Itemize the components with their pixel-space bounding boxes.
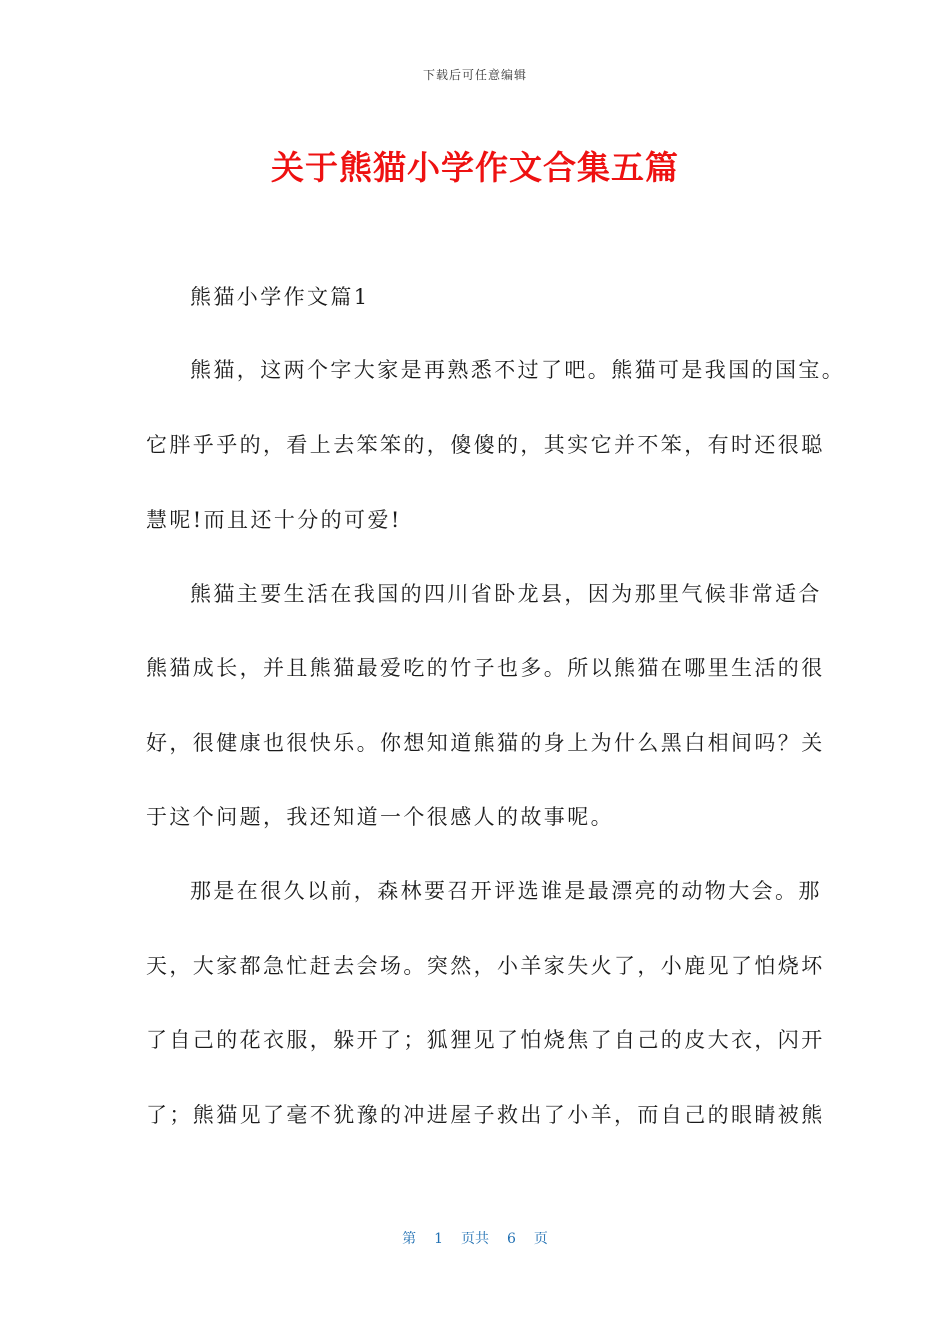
paragraph-line: 好，很健康也很快乐。你想知道熊猫的身上为什么黑白相间吗？关: [146, 731, 825, 755]
page-footer: [0, 1228, 950, 1248]
paragraph-line: 熊猫成长，并且熊猫最爱吃的竹子也多。所以熊猫在哪里生活的很: [146, 656, 825, 680]
page-suffix: 页: [533, 1231, 548, 1247]
current-page-number: 1: [434, 1231, 443, 1247]
paragraph-line: 了；熊猫见了毫不犹豫的冲进屋子救出了小羊，而自己的眼睛被熊: [146, 1103, 825, 1127]
paragraph-line: 慧呢!而且还十分的可爱!: [146, 508, 402, 532]
page-label: 第: [402, 1231, 417, 1247]
paragraph-line: 了自己的花衣服，躲开了；狐狸见了怕烧焦了自己的皮大衣，闪开: [146, 1028, 825, 1052]
paragraph-line: 熊猫，这两个字大家是再熟悉不过了吧。熊猫可是我国的国宝。: [190, 358, 846, 382]
of-label: 页共: [461, 1231, 489, 1247]
paragraph-line: 那是在很久以前，森林要召开评选谁是最漂亮的动物大会。那: [190, 879, 822, 903]
total-pages: 6: [507, 1231, 516, 1247]
paragraph-line: 熊猫主要生活在我国的四川省卧龙县，因为那里气候非常适合: [190, 582, 822, 606]
paragraph-line: 它胖乎乎的，看上去笨笨的，傻傻的，其实它并不笨，有时还很聪: [146, 433, 825, 457]
document-title: 关于熊猫小学作文合集五篇: [271, 148, 679, 187]
paragraph-line: 于这个问题，我还知道一个很感人的故事呢。: [146, 805, 614, 829]
page-header-note: 下载后可任意编辑: [422, 68, 527, 82]
section-heading: 熊猫小学作文篇1: [190, 285, 370, 309]
paragraph-line: 天，大家都急忙赶去会场。突然，小羊家失火了，小鹿见了怕烧坏: [146, 954, 825, 978]
